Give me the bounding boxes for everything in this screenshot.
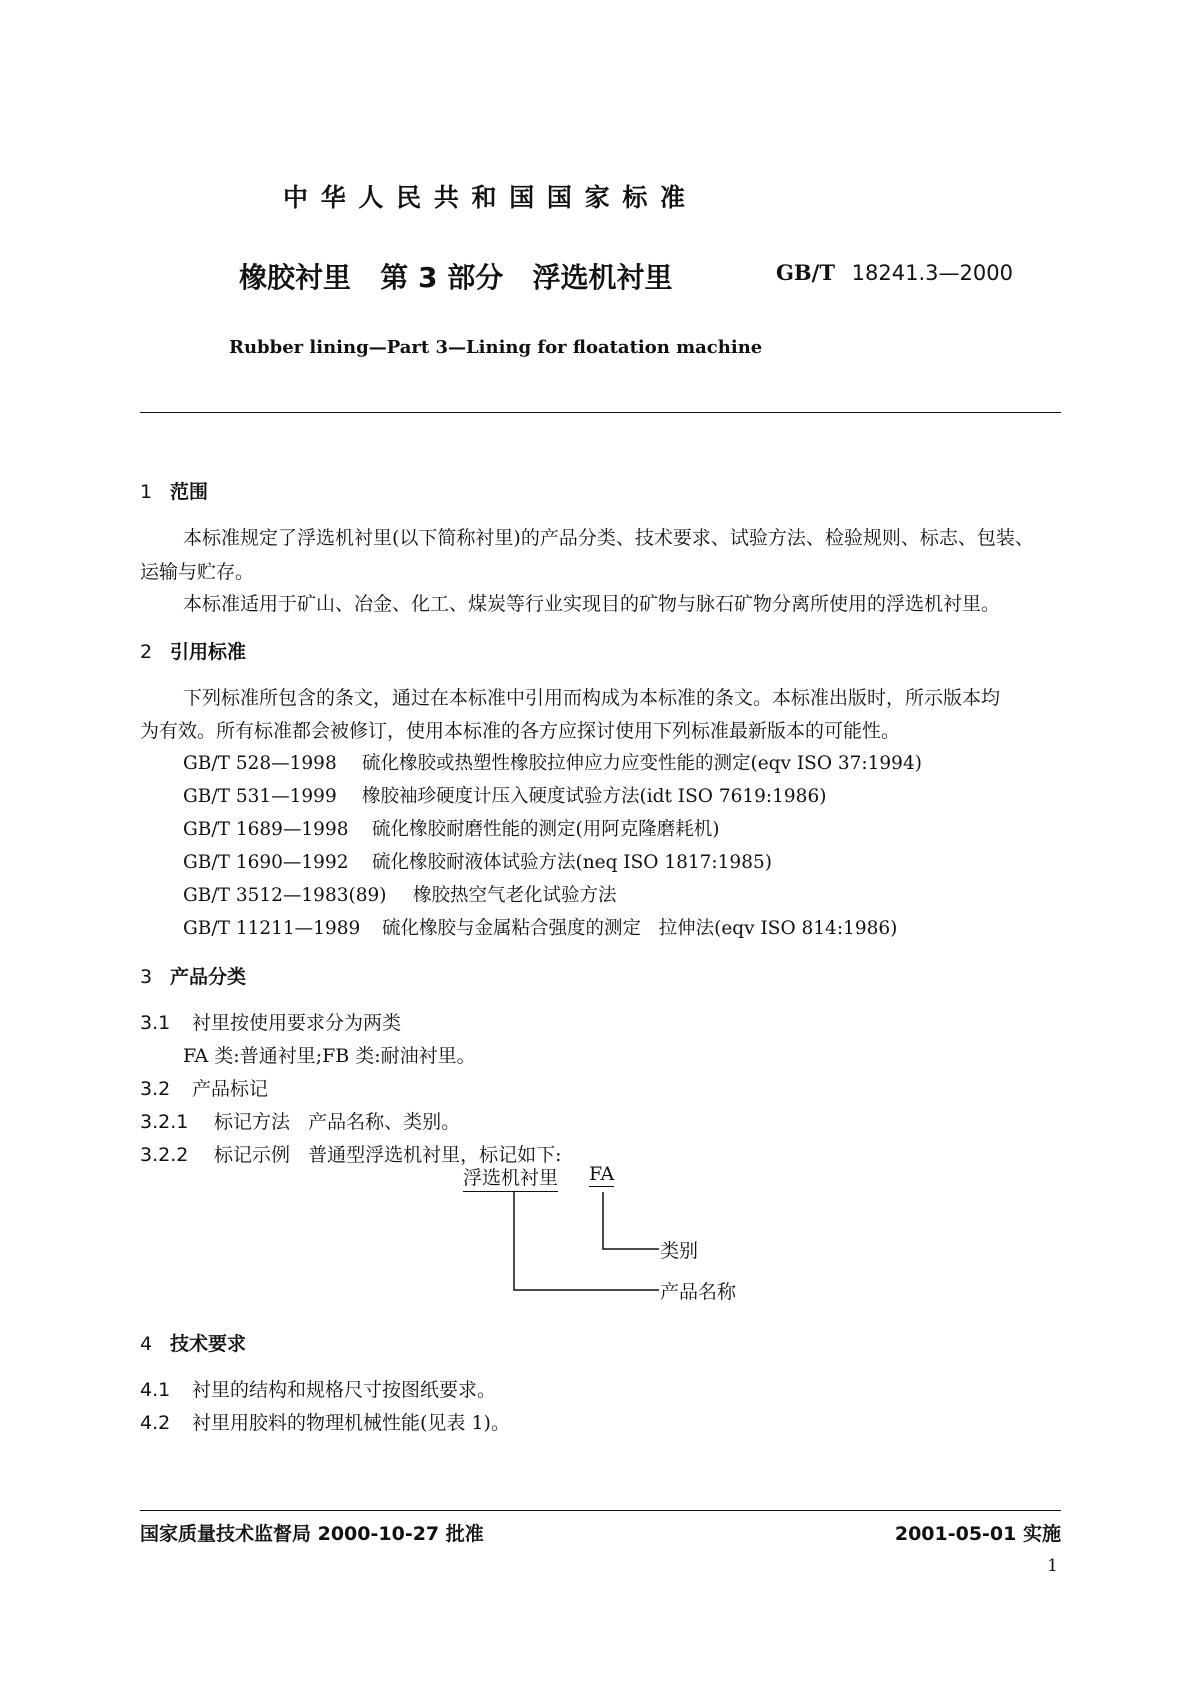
section-4-heading	[140, 1329, 246, 1356]
marking-category-code: FA	[589, 1163, 615, 1185]
reference-code: GB/T 11211—1989	[183, 918, 361, 939]
section-title: 引用标准	[170, 641, 247, 663]
clause-number: 3.2	[140, 1078, 171, 1100]
section-number: 2	[140, 641, 153, 663]
footer-divider	[140, 1510, 1061, 1511]
name-leader-line	[514, 1192, 659, 1290]
section-title: 技术要求	[170, 1333, 247, 1355]
section-title: 产品分类	[170, 966, 247, 988]
scope-paragraph-2: 本标准适用于矿山、冶金、化工、煤炭等行业实现目的矿物与脉石矿物分离所使用的浮选机衬里。	[183, 593, 1001, 615]
country-standard-heading: 中 华 人 民 共 和 国 国 家 标 准	[283, 183, 688, 212]
scope-paragraph-1-line-2: 运输与贮存。	[140, 561, 255, 583]
clause-text: 衬里按使用要求分为两类	[192, 1012, 402, 1034]
reference-title: 硫化橡胶与金属粘合强度的测定 拉伸法(eqv ISO 814:1986)	[382, 918, 898, 939]
reference-title: 硫化橡胶耐液体试验方法(neq ISO 1817:1985)	[372, 852, 772, 873]
reference-code: GB/T 1690—1992	[183, 852, 349, 873]
clause-number: 3.1	[140, 1012, 171, 1034]
references-intro-line-1: 下列标准所包含的条文，通过在本标准中引用而构成为本标准的条文。本标准出版时，所示版本均	[183, 687, 1001, 709]
reference-title: 橡胶热空气老化试验方法	[413, 885, 617, 906]
page-number: 1	[1047, 1556, 1058, 1576]
approval-line: 国家质量技术监督局 2000-10-27 批准	[140, 1523, 484, 1545]
references-intro-line-2: 为有效。所有标准都会被修订，使用本标准的各方应探讨使用下列标准最新版本的可能性。	[140, 720, 901, 742]
effective-date: 2001-05-01 实施	[894, 1523, 1061, 1545]
standard-code: 18241.3—2000	[851, 261, 1013, 285]
reference-code: GB/T 1689—1998	[183, 819, 349, 840]
clause-number: 3.2.2	[140, 1144, 189, 1166]
clause-text: 标记方法 产品名称、类别。	[214, 1111, 461, 1133]
clause-text: 衬里用胶料的物理机械性能(见表 1)。	[192, 1412, 510, 1434]
reference-code: GB/T 531—1999	[183, 786, 337, 807]
scope-paragraph-1-line-1: 本标准规定了浮选机衬里(以下简称衬里)的产品分类、技术要求、试验方法、检验规则、标志、包装、	[183, 527, 1034, 549]
standard-prefix: GB/T	[776, 260, 835, 285]
section-number: 4	[140, 1333, 153, 1355]
english-title: Rubber lining—Part 3—Lining for floatation machine	[229, 337, 763, 358]
marking-product-name: 浮选机衬里	[463, 1163, 558, 1192]
category-leader-line	[603, 1192, 659, 1249]
section-number: 1	[140, 481, 153, 503]
clause-number: 4.1	[140, 1379, 171, 1401]
product-types: FA 类:普通衬里;FB 类:耐油衬里。	[183, 1045, 476, 1067]
clause-text: 标记示例 普通型浮选机衬里，标记如下:	[214, 1144, 562, 1166]
clause-4-2	[140, 1408, 510, 1435]
reference-code: GB/T 528—1998	[183, 753, 337, 774]
section-number: 3	[140, 966, 153, 988]
reference-title: 硫化橡胶耐磨性能的测定(用阿克隆磨耗机)	[372, 819, 720, 840]
clause-number: 3.2.1	[140, 1111, 189, 1133]
marking-label-name: 产品名称	[660, 1281, 737, 1303]
reference-title: 硫化橡胶或热塑性橡胶拉伸应力应变性能的测定(eqv ISO 37:1994)	[362, 753, 922, 774]
clause-text: 衬里的结构和规格尺寸按图纸要求。	[192, 1379, 497, 1401]
clause-number: 4.2	[140, 1412, 171, 1434]
document-title: 橡胶衬里 第 3 部分 浮选机衬里	[239, 261, 673, 294]
marking-label-category: 类别	[660, 1240, 699, 1262]
clause-4-1	[140, 1375, 496, 1402]
reference-title: 橡胶袖珍硬度计压入硬度试验方法(idt ISO 7619:1986)	[362, 786, 827, 807]
reference-code: GB/T 3512—1983(89)	[183, 885, 387, 906]
clause-text: 产品标记	[192, 1078, 269, 1100]
section-title: 范围	[170, 481, 209, 503]
